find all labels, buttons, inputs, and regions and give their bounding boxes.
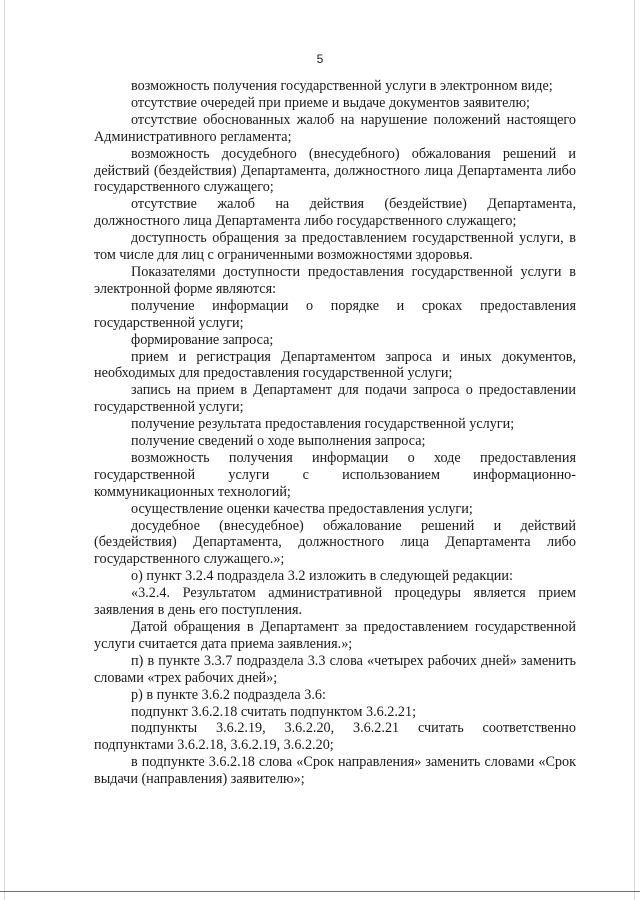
paragraph: в подпункте 3.6.2.18 слова «Срок направления» заменить словами «Срок выдачи (направления) заявителю»; bbox=[94, 754, 576, 788]
paragraph: возможность получения государственной услуги в электронном виде; bbox=[131, 78, 553, 94]
scan-edge-right bbox=[634, 0, 635, 900]
paragraph: подпункты 3.6.2.19, 3.6.2.20, 3.6.2.21 считать соответственно подпунктами 3.6.2.18, 3.6.2.19, 3.6.2.20; bbox=[94, 720, 576, 754]
paragraph: доступность обращения за предоставлением государственной услуги, в том числе для лиц с ограниченными возможностями здоровья. bbox=[94, 230, 576, 264]
scan-edge-left bbox=[4, 0, 5, 900]
paragraph: р) в пункте 3.6.2 подраздела 3.6: bbox=[131, 686, 326, 703]
paragraph: о) пункт 3.2.4 подраздела 3.2 изложить в следующей редакции: bbox=[131, 568, 513, 585]
paragraph: возможность досудебного (внесудебного) обжалования решений и действий (бездействия) Департамента, должностного лица Департамента либо государственного служащего; bbox=[94, 145, 576, 196]
paragraph: Показателями доступности предоставления государственной услуги в электронной форме являются: bbox=[94, 263, 576, 297]
paragraph: получение сведений о ходе выполнения запроса; bbox=[131, 433, 426, 450]
paragraph: прием и регистрация Департаментом запроса и иных документов, необходимых для предоставления государственной услуги; bbox=[94, 348, 576, 382]
paragraph: отсутствие жалоб на действия (бездействие) Департамента, должностного лица Департамента либо государственного служащего; bbox=[94, 196, 576, 230]
paragraph: отсутствие очередей при приеме и выдаче документов заявителю; bbox=[131, 94, 530, 111]
paragraph: отсутствие обоснованных жалоб на нарушение положений настоящего Административного регламента; bbox=[94, 111, 576, 145]
document-body bbox=[94, 78, 576, 788]
paragraph: осуществление оценки качества предоставления услуги; bbox=[131, 500, 473, 517]
scan-edge-bottom bbox=[0, 891, 640, 892]
page-number: 5 bbox=[316, 52, 324, 66]
paragraph: «3.2.4. Результатом административной процедуры является прием заявления в день его поступления. bbox=[94, 585, 576, 619]
paragraph: формирование запроса; bbox=[131, 331, 274, 348]
paragraph: получение информации о порядке и сроках предоставления государственной услуги; bbox=[94, 297, 576, 331]
paragraph: Датой обращения в Департамент за предоставлением государственной услуги считается дата приема заявления.»; bbox=[94, 619, 576, 652]
paragraph: возможность получения информации о ходе предоставления государственной услуги с использованием информационно-коммуникационных технологий; bbox=[94, 449, 576, 500]
paragraph: запись на прием в Департамент для подачи запроса о предоставлении государственной услуги; bbox=[94, 382, 576, 416]
paragraph: досудебное (внесудебное) обжалование решений и действий (бездействия) Департамента, должностного лица Департамента либо государственного служащего.»; bbox=[94, 517, 576, 568]
paragraph: подпункт 3.6.2.18 считать подпунктом 3.6.2.21; bbox=[131, 703, 417, 720]
paragraph: получение результата предоставления государственной услуги; bbox=[131, 416, 515, 433]
paragraph: п) в пункте 3.3.7 подраздела 3.3 слова «четырех рабочих дней» заменить словами «трех рабочих дней»; bbox=[94, 652, 576, 686]
